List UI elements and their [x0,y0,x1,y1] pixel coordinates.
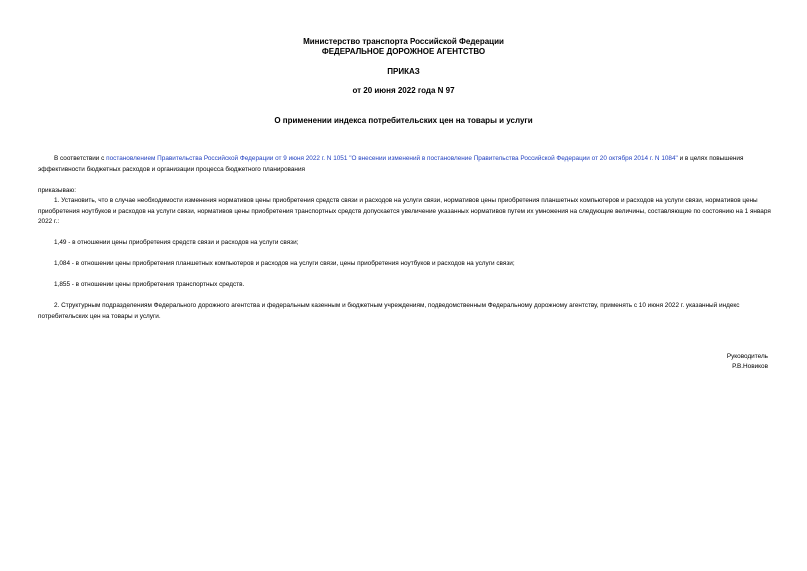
coefficient-comms: 1,49 - в отношении цены приобретения средств связи и расходов на услуги связи; [54,239,299,246]
ministry-name: Министерство транспорта Российской Федерации [303,37,504,46]
coefficient-vehicles: 1,855 - в отношении цены приобретения транспортных средств. [54,281,245,288]
clause-1: 1. Установить, что в случае необходимости изменения нормативов цены приобретения средств связи и расходов на услуги связи, нормативов цены приобретения планшетных компьютеров и расходов на услуги связи, нормативов цены приобретения ноутбуков и расходов на услуги связи, нормативов цены приобретения транспортных средств допускается увеличение указанных нормативов путем их умножения на следующие величины, составляющие по состоянию на 1 января 2022 г.: [38,197,771,225]
order-word: приказываю: [38,187,76,194]
document-date-number: от 20 июня 2022 года N 97 [352,86,455,95]
preamble-paragraph [38,154,771,175]
agency-name: ФЕДЕРАЛЬНОЕ ДОРОЖНОЕ АГЕНТСТВО [321,47,486,56]
decree-link[interactable]: постановлением Правительства Российской Федерации от 9 июня 2022 г. N 1051 "О внесении изменений в постановление Правительства Российской Федерации от 20 октября 2014 г. N 1084" [106,155,678,162]
document-type: ПРИКАЗ [387,67,420,76]
preamble-text-start: В соответствии с [54,155,107,162]
signatory-position: Руководитель [726,353,768,360]
document-title: О применении индекса потребительских цен на товары и услуги [274,116,533,125]
clause-2: 2. Структурным подразделениям Федерального дорожного агентства и федеральным казенным и бюджетным учреждениям, подведомственным Федеральному дорожному агентству, применять с 10 июня 2022 г. указанный индекс потребительских цен на товары и услуги. [38,302,740,320]
signatory-name: Р.В.Новиков [732,363,768,370]
preamble-text-end: и в целях повышения эффективности бюджетных расходов и организации процесса бюджетного планирования [38,155,744,173]
coefficient-tablets-laptops: 1,084 - в отношении цены приобретения планшетных компьютеров и расходов на услуги связи, цены приобретения ноутбуков и расходов на услуги связи; [54,260,515,267]
